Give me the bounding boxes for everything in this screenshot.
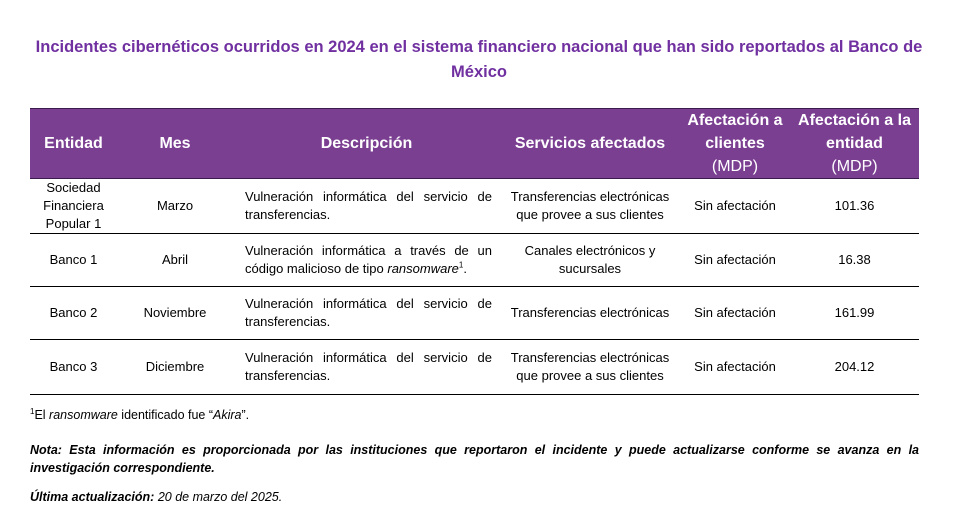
- cell-servicios: Canales electrónicos y sucursales: [500, 234, 680, 287]
- cell-descripcion: Vulneración informática del servicio de transferencias.: [233, 179, 500, 234]
- descripcion-end: .: [463, 261, 467, 276]
- cell-servicios: Transferencias electrónicas que provee a sus clientes: [500, 340, 680, 395]
- cell-afectacion-entidad: 101.36: [790, 179, 919, 234]
- footnote-ref: 1: [458, 260, 464, 270]
- descripcion-text: Vulneración informática a través de un código malicioso de tipo: [245, 243, 492, 276]
- header-afectacion-entidad-label: Afectación a la entidad: [798, 112, 911, 152]
- table-header-row: [30, 109, 919, 179]
- footnote: [30, 408, 919, 422]
- table-row: [30, 287, 919, 340]
- table-row: [30, 234, 919, 287]
- cell-mes: Noviembre: [117, 287, 233, 340]
- header-descripcion: Descripción: [233, 109, 500, 179]
- cell-afectacion-clientes: Sin afectación: [680, 287, 790, 340]
- table-row: [30, 179, 919, 234]
- incidents-table: [30, 108, 919, 395]
- footnote-text: El: [34, 408, 50, 422]
- header-afectacion-clientes-unit: (MDP): [711, 158, 759, 175]
- header-afectacion-clientes: [680, 109, 790, 179]
- page-title: Incidentes cibernéticos ocurridos en 2024 en el sistema financiero nacional que han sido reportados al Banco de México: [35, 38, 923, 81]
- cell-afectacion-clientes: Sin afectación: [680, 234, 790, 287]
- table-row: [30, 340, 919, 395]
- cell-afectacion-entidad: 16.38: [790, 234, 919, 287]
- footnote-emphasis: ransomware: [49, 408, 118, 422]
- cell-afectacion-entidad: 204.12: [790, 340, 919, 395]
- header-afectacion-entidad-unit: (MDP): [831, 158, 878, 175]
- last-update-value: 20 de marzo del 2025.: [154, 490, 283, 504]
- cell-afectacion-clientes: Sin afectación: [680, 179, 790, 234]
- cell-mes: Diciembre: [117, 340, 233, 395]
- cell-entidad: Sociedad Financiera Popular 1: [30, 179, 117, 234]
- cell-mes: Abril: [117, 234, 233, 287]
- cell-afectacion-clientes: Sin afectación: [680, 340, 790, 395]
- last-update: [30, 490, 919, 504]
- footnote-emphasis-akira: Akira: [213, 408, 242, 422]
- cell-servicios: Transferencias electrónicas: [500, 287, 680, 340]
- footnote-marker: 1: [30, 406, 35, 416]
- disclaimer-note: Nota: Esta información es proporcionada por las instituciones que reportaron el incidente y puede actualizarse conforme se avanza en la investigación correspondiente.: [30, 443, 919, 475]
- header-afectacion-clientes-label: Afectación a clientes: [687, 112, 783, 152]
- cell-entidad: Banco 2: [30, 287, 117, 340]
- last-update-label: Última actualización:: [30, 490, 155, 504]
- cell-mes: Marzo: [117, 179, 233, 234]
- cell-servicios: Transferencias electrónicas que provee a sus clientes: [500, 179, 680, 234]
- footnote-text-mid: identificado fue “: [117, 408, 214, 422]
- descripcion-emphasis: ransomware: [387, 261, 459, 276]
- header-servicios: Servicios afectados: [500, 109, 680, 179]
- header-mes: Mes: [117, 109, 233, 179]
- cell-descripcion: [233, 234, 500, 287]
- header-afectacion-entidad: [790, 109, 919, 179]
- cell-descripcion: Vulneración informática del servicio de transferencias.: [233, 287, 500, 340]
- footnote-text-end: ”.: [241, 408, 250, 422]
- cell-descripcion: Vulneración informática del servicio de transferencias.: [233, 340, 500, 395]
- cell-entidad: Banco 3: [30, 340, 117, 395]
- cell-afectacion-entidad: 161.99: [790, 287, 919, 340]
- cell-entidad: Banco 1: [30, 234, 117, 287]
- header-entidad: Entidad: [30, 109, 117, 179]
